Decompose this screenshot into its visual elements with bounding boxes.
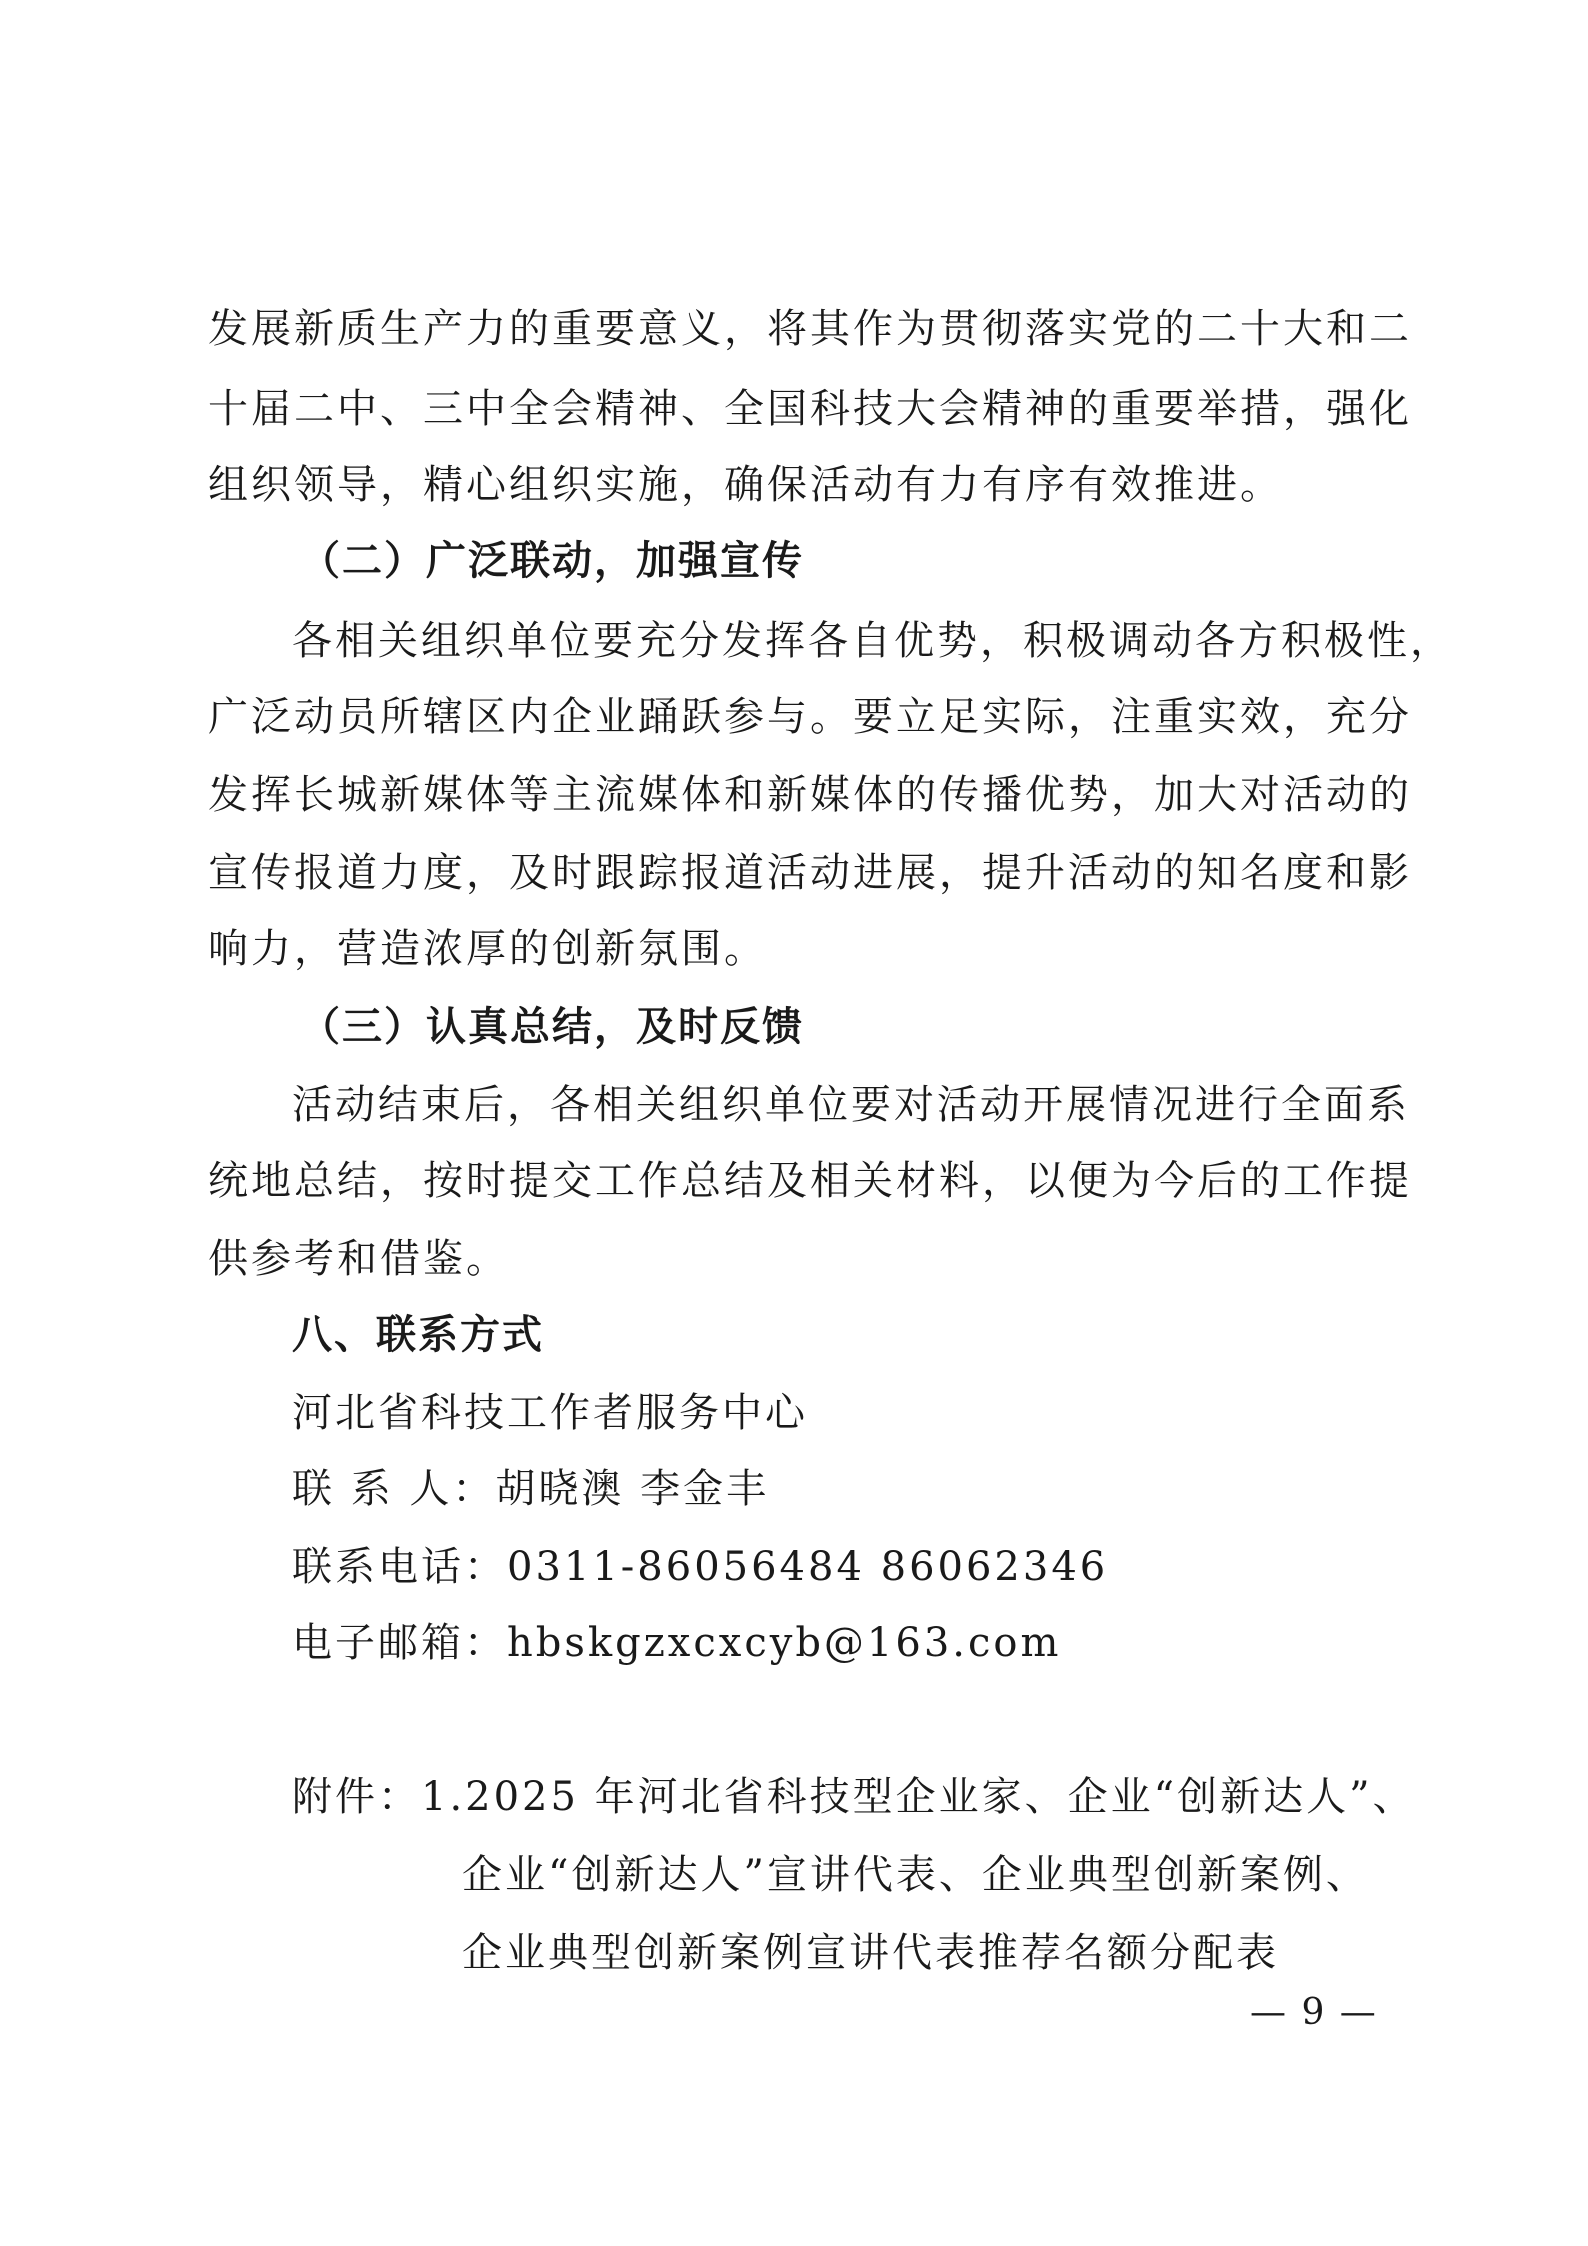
body-text-line: 发挥长城新媒体等主流媒体和新媒体的传播优势，加大对活动的: [208, 772, 1412, 818]
subsection-heading-2: （二）广泛联动，加强宣传: [300, 537, 804, 584]
section-heading-8: 八、联系方式: [292, 1311, 544, 1358]
attachment-line: 企业典型创新案例宣讲代表推荐名额分配表: [462, 1930, 1279, 1976]
body-text-line: 发展新质生产力的重要意义，将其作为贯彻落实党的二十大和二: [208, 306, 1412, 352]
attachment-line: 附件：1.2025 年河北省科技型企业家、企业“创新达人”、: [292, 1774, 1416, 1820]
contact-organization: 河北省科技工作者服务中心: [292, 1390, 808, 1436]
body-text-line: 组织领导，精心组织实施，确保活动有力有序有效推进。: [208, 462, 1283, 508]
contact-email: 电子邮箱：hbskgzxcxcyb@163.com: [292, 1620, 1062, 1666]
body-text-line: 活动结束后，各相关组织单位要对活动开展情况进行全面系: [292, 1082, 1410, 1128]
contact-phone: 联系电话：0311-86056484 86062346: [292, 1544, 1109, 1590]
contact-people: 联 系 人：胡晓澳 李金丰: [292, 1466, 770, 1512]
body-text-line: 各相关组织单位要充分发挥各自优势，积极调动各方积极性，: [292, 618, 1453, 664]
body-text-line: 广泛动员所辖区内企业踊跃参与。要立足实际，注重实效，充分: [208, 694, 1412, 740]
body-text-line: 十届二中、三中全会精神、全国科技大会精神的重要举措，强化: [208, 386, 1412, 432]
attachment-line: 企业“创新达人”宣讲代表、企业典型创新案例、: [462, 1852, 1369, 1898]
body-text-line: 宣传报道力度，及时跟踪报道活动进展，提升活动的知名度和影: [208, 850, 1412, 896]
subsection-heading-3: （三）认真总结，及时反馈: [300, 1003, 804, 1050]
body-text-line: 统地总结，按时提交工作总结及相关材料，以便为今后的工作提: [208, 1158, 1412, 1204]
page-number: — 9 —: [1250, 1992, 1378, 2033]
body-text-line: 供参考和借鉴。: [208, 1236, 509, 1282]
body-text-line: 响力，营造浓厚的创新氛围。: [208, 926, 767, 972]
